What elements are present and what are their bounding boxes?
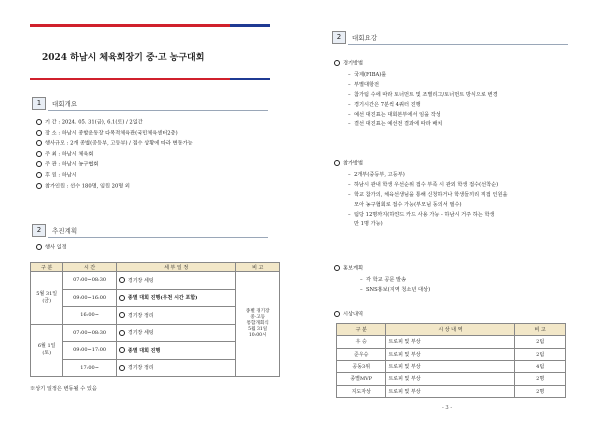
list-item: – 하남시 관내 학생 우선순위 접수 부족 시 관외 학생 접수(선착순) [348, 181, 499, 188]
detail-cell: 종별 대회 진행(우천 시간 포함) [116, 289, 236, 307]
note-cell: 종별 경기장 중·고등 통합개회식 5월 31일 10:00시 [236, 272, 280, 377]
list-item: – 경기시간은 7분씩 4쿼터 진행 [348, 101, 421, 108]
award-detail: 트로피 및 부상 [386, 336, 515, 348]
section-title-overview: 대회개요 [52, 100, 78, 108]
list-item-continued: 모아 농구협회로 접수 가능(부모님 동의서 필수) [354, 201, 462, 208]
page-title: 2024 하남시 체육회장기 중·고 농구대회 [42, 53, 205, 63]
section-title-plan: 추진계획 [52, 227, 78, 235]
eligibility-list [348, 172, 508, 228]
list-item-continued: 만 1명 가능) [354, 221, 383, 228]
award-note: 2팀 [515, 348, 566, 360]
time-cell: 09:00~16:00 [63, 289, 117, 307]
award-category: 공동3위 [337, 360, 386, 372]
title-bottom-accent-red [30, 78, 230, 80]
schedule-subtitle: 행사 일정 [36, 244, 67, 251]
overview-item-period: 기 간 : 2024. 05. 31(금), 6.1(토) / 2일간 [36, 119, 193, 126]
promo-list [360, 277, 430, 293]
col-header: 구 분 [337, 324, 386, 336]
overview-item-sponsor: 후 원 : 하남시 [36, 172, 193, 179]
awards-table [336, 323, 566, 398]
time-cell: 17:00~ [63, 359, 117, 377]
table-row [31, 272, 280, 290]
award-note: 2명 [515, 373, 566, 385]
overview-item-scale: 행사규모 : 2개 종별(중등부, 고등부) / 접수 상황에 따라 변동가능 [36, 140, 193, 147]
award-detail: 트로피 및 부상 [386, 348, 515, 360]
col-header: 시 상 내 역 [386, 324, 515, 336]
time-cell: 16:00~ [63, 307, 117, 325]
col-header: 비 고 [236, 263, 280, 272]
award-detail: 트로피 및 부상 [386, 385, 515, 397]
table-row [337, 373, 566, 385]
page-number: - 3 - [442, 405, 453, 411]
section-divider [48, 237, 268, 238]
award-note: 2명 [515, 385, 566, 397]
overview-item-organizer: 주 관 : 하남시 농구협회 [36, 161, 193, 168]
method-list [348, 72, 498, 128]
award-category: 지도자상 [337, 385, 386, 397]
list-item: – 팀당 12명까지(하얀드 카드 사용 가능 - 하남시 거주 하는 학생 [348, 211, 495, 218]
day-cell: 5월 31일 (금) [31, 272, 63, 325]
section-divider [348, 44, 568, 45]
detail-cell: 경기장 세팅 [116, 324, 236, 342]
detail-cell: 종별 대회 진행 [116, 342, 236, 360]
award-detail: 트로피 및 부상 [386, 373, 515, 385]
detail-cell: 경기장 정리 [116, 307, 236, 325]
promo-title: 홍보계획 [334, 265, 363, 272]
schedule-footnote: ※상기 일정은 변동될 수 있음 [30, 386, 97, 392]
table-row [337, 348, 566, 360]
award-category: 종별MVP [337, 373, 386, 385]
award-note: 2팀 [515, 336, 566, 348]
day-cell: 6월 1일 (토) [31, 324, 63, 377]
schedule-table [30, 262, 280, 377]
title-top-accent-blue [230, 24, 270, 27]
section-divider [48, 110, 268, 111]
overview-item-host: 주 최 : 하남시 체육회 [36, 151, 193, 158]
section-number: 2 [32, 224, 46, 237]
detail-cell: 경기장 정리 [116, 359, 236, 377]
list-item: – 국제(FIBA)룰 [348, 72, 387, 78]
award-category: 우 승 [337, 336, 386, 348]
time-cell: 07:00~08:30 [63, 272, 117, 290]
award-detail: 트로피 및 부상 [386, 360, 515, 372]
title-top-accent-red [30, 24, 230, 27]
award-note: 4팀 [515, 360, 566, 372]
col-header: 시 간 [63, 263, 117, 272]
detail-cell: 경기장 세팅 [116, 272, 236, 290]
overview-item-venue: 장 소 : 하남시 종합운동장 다목적체육관(국민체육센터2층) [36, 130, 193, 137]
time-cell: 09:00~17:00 [63, 342, 117, 360]
col-header: 구 분 [31, 263, 63, 272]
award-category: 준우승 [337, 348, 386, 360]
method-title: 경기방법 [334, 60, 363, 67]
col-header: 비 고 [515, 324, 566, 336]
list-item: – SNS홍보(지역 청소년 대상) [360, 286, 431, 293]
overview-list [36, 119, 193, 190]
section-number: 2 [332, 31, 346, 44]
section-number: 1 [32, 97, 46, 110]
table-row [337, 385, 566, 397]
awards-title: 시상내역 [334, 311, 363, 318]
list-item: – 부별대항전 [348, 81, 380, 88]
table-row [337, 360, 566, 372]
list-item: – 참가팀 수에 따라 토너먼트 및 조별리그/토너먼트 방식으로 변경 [348, 91, 498, 98]
list-item: – 학교 참가의, 체육선생님을 통해 신청하거나 학생들끼리 직접 인원을 [348, 191, 508, 198]
table-row [337, 336, 566, 348]
time-cell: 07:00~08:30 [63, 324, 117, 342]
list-item: – 2개부(중등부, 고등부) [348, 172, 405, 178]
list-item: – 결선 대진표는 예선전 결과에 따라 배치 [348, 121, 443, 128]
overview-item-participants: 참가인원 : 선수 180명, 임원 20명 외 [36, 183, 193, 190]
list-item: – 예선 대진표는 대회본부에서 임을 작성 [348, 111, 441, 118]
section-title-rules: 대회요강 [352, 34, 378, 42]
eligibility-title: 참가방법 [334, 160, 363, 167]
col-header: 세 부 일 정 [116, 263, 236, 272]
list-item: – 각 학교 공문 발송 [360, 277, 407, 283]
title-bottom-accent-blue [230, 78, 270, 80]
